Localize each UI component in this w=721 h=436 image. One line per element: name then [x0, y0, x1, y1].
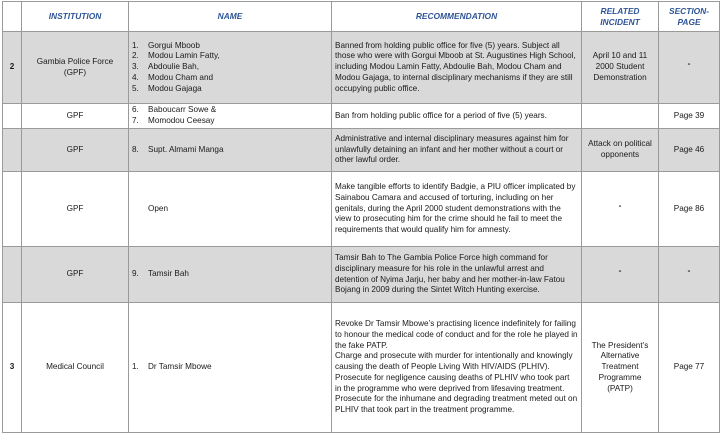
section-cell: Page 39	[659, 104, 720, 129]
list-item	[132, 362, 328, 373]
name-number: 3.	[132, 62, 139, 72]
header-row	[3, 2, 720, 32]
incident-cell: April 10 and 11 2000 Student Demonstration	[582, 32, 659, 104]
recommendation-line: Charge and prosecute with murder for intentionally and knowingly causing the death of People Living With HIV/AIDS (PLHIV).	[335, 351, 573, 372]
name-number: 9.	[132, 269, 139, 279]
recommendation-cell	[332, 303, 582, 433]
person-name: Modou Lamin Fatty,	[148, 51, 220, 61]
name-number: 1.	[132, 362, 139, 372]
person-name: Tamsir Bah	[148, 269, 189, 279]
row-number	[3, 129, 22, 172]
institution-cell: GPF	[22, 247, 129, 303]
header-related-incident: RELATED INCIDENT	[582, 2, 659, 32]
incident-cell: “	[582, 172, 659, 247]
name-number: 5.	[132, 83, 139, 93]
institution-cell: GPF	[22, 172, 129, 247]
list-item	[132, 145, 328, 156]
person-name: Baboucarr Sowe &	[148, 105, 217, 115]
name-cell	[129, 303, 332, 433]
recommendation-line: Prosecute for negligence causing deaths of PLHIV who took part in the programme who were deprived from lifesaving treatment.	[335, 372, 570, 393]
list-item	[132, 84, 328, 95]
name-number: 8.	[132, 144, 139, 154]
recommendations-table	[2, 1, 720, 433]
recommendation-line: Prosecute for the inhumane and degrading treatment meted out on PLHIV that took part in the treatment programme.	[335, 394, 578, 415]
name-cell	[129, 32, 332, 104]
list-item	[132, 62, 328, 73]
recommendation-line: Revoke Dr Tamsir Mbowe’s practising licence indefinitely for failing to honour the medical code of conduct and for the role he played in the fake PATP.	[335, 318, 578, 350]
row-number: 2	[3, 32, 22, 104]
recommendation-cell: Ban from holding public office for a period of five (5) years.	[332, 104, 582, 129]
person-name: Abdoulie Bah,	[148, 62, 199, 72]
table-row	[3, 129, 720, 172]
list-item	[132, 51, 328, 62]
row-number: 3	[3, 303, 22, 433]
list-item	[132, 73, 328, 84]
name-number: 6.	[132, 105, 139, 115]
incident-cell: Attack on political opponents	[582, 129, 659, 172]
table-row	[3, 172, 720, 247]
table-row	[3, 32, 720, 104]
name-number	[132, 204, 148, 215]
row-number	[3, 104, 22, 129]
table-row	[3, 247, 720, 303]
section-cell: Page 86	[659, 172, 720, 247]
name-cell	[129, 172, 332, 247]
header-section-page: SECTION-PAGE	[659, 2, 720, 32]
section-cell: Page 46	[659, 129, 720, 172]
name-number: 1.	[132, 40, 139, 50]
recommendation-cell: Administrative and internal disciplinary measures against him for unlawfully detaining an infant and her mother without a court or other lawful order.	[332, 129, 582, 172]
list-item	[132, 41, 328, 52]
header-no	[3, 2, 22, 32]
incident-cell: The President’s Alternative Treatment Programme (PATP)	[582, 303, 659, 433]
institution-cell: GPF	[22, 129, 129, 172]
incident-cell	[582, 104, 659, 129]
name-cell	[129, 104, 332, 129]
header-recommendation: RECOMMENDATION	[332, 2, 582, 32]
list-item	[132, 116, 328, 127]
person-name: Open	[148, 203, 169, 213]
name-number: 4.	[132, 72, 139, 82]
list-item	[132, 204, 328, 215]
person-name: Supt. Almami Manga	[148, 144, 224, 154]
person-name: Modou Gajaga	[148, 83, 202, 93]
person-name: Modou Cham and	[148, 72, 214, 82]
institution-cell: Gambia Police Force (GPF)	[22, 32, 129, 104]
recommendation-cell: Make tangible efforts to identify Badgie, a PIU officer implicated by Sainabou Camara and accused of torturing, including on her genitals, during the April 2000 student demonstrations with the view to prosecuting him for the crime should he fail to meet the requirements that would qualify him for amnesty.	[332, 172, 582, 247]
row-number	[3, 172, 22, 247]
institution-cell: GPF	[22, 104, 129, 129]
person-name: Dr Tamsir Mbowe	[148, 362, 212, 372]
name-cell	[129, 247, 332, 303]
table-row	[3, 104, 720, 129]
name-cell	[129, 129, 332, 172]
row-number	[3, 247, 22, 303]
section-cell: “	[659, 32, 720, 104]
person-name: Momodou Ceesay	[148, 116, 215, 125]
section-cell: Page 77	[659, 303, 720, 433]
institution-cell: Medical Council	[22, 303, 129, 433]
recommendation-cell: Banned from holding public office for five (5) years. Subject all those who were with Gorgui Mboob at St. Augustines High School, including Modou Lamin Fatty, Abdoulie Bah, Modou Cham and Modou Gajaga, to internal disciplinary mechanisms if they are still occupying public office.	[332, 32, 582, 104]
table-row	[3, 303, 720, 433]
header-institution: INSTITUTION	[22, 2, 129, 32]
header-name: NAME	[129, 2, 332, 32]
list-item	[132, 105, 328, 116]
incident-cell: “	[582, 247, 659, 303]
recommendation-cell: Tamsir Bah to The Gambia Police Force high command for disciplinary measure for his role in the unlawful arrest and detention of Nyima Jarju, her baby and her mother-in-law Fatou Bojang in 2009 during the Sintet Witch Hunting exercise.	[332, 247, 582, 303]
person-name: Gorgui Mboob	[148, 40, 200, 50]
section-cell: “	[659, 247, 720, 303]
list-item	[132, 269, 328, 280]
name-number: 7.	[132, 116, 139, 125]
name-number: 2.	[132, 51, 139, 61]
